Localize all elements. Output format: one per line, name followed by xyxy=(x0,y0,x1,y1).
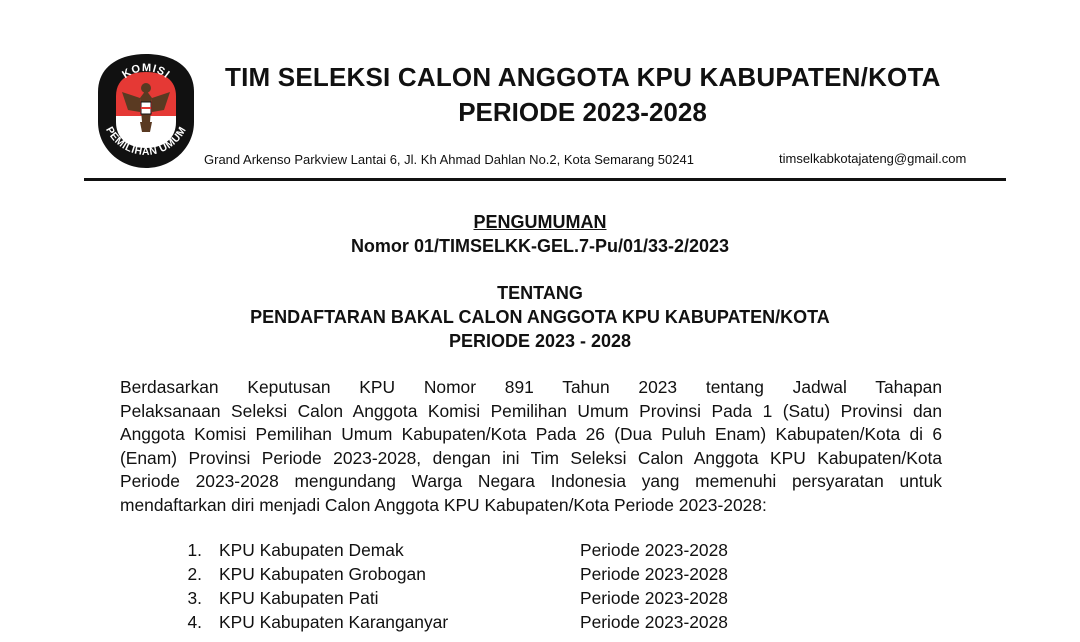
list-item-period: Periode 2023-2028 xyxy=(580,564,728,584)
header-title-line1: TIM SELEKSI CALON ANGGOTA KPU KABUPATEN/KOTA xyxy=(225,62,941,92)
list-item xyxy=(182,586,782,610)
header-email: timselkabkotajateng@gmail.com xyxy=(779,151,967,166)
header-divider xyxy=(84,178,1006,181)
list-item-period: Periode 2023-2028 xyxy=(580,588,728,608)
announcement-number: Nomor 01/TIMSELKK-GEL.7-Pu/01/33-2/2023 xyxy=(350,236,730,256)
body-line: (Enam) Provinsi Periode 2023-2028, dengan ini Tim Seleksi Calon Anggota KPU Kabupaten/Kota xyxy=(120,447,942,468)
body-line: Pelaksanaan Seleksi Calon Anggota Komisi Pemilihan Umum Provinsi Pada 1 (Satu) Provinsi dan xyxy=(120,400,942,421)
header-title-line2: PERIODE 2023-2028 xyxy=(458,97,707,127)
kpu-logo xyxy=(94,52,198,170)
body-line: Anggota Komisi Pemilihan Umum Kabupaten/Kota Pada 26 (Dua Puluh Enam) Kabupaten/Kota di 6 xyxy=(120,424,942,445)
list-item-name: KPU Kabupaten Demak xyxy=(219,540,404,560)
body-line: mendaftarkan diri menjadi Calon Anggota KPU Kabupaten/Kota Periode 2023-2028: xyxy=(120,494,767,515)
list-item xyxy=(182,610,782,634)
kpu-list xyxy=(182,538,782,634)
body-line: Periode 2023-2028 mengundang Warga Negara Indonesia yang memenuhi persyaratan untuk xyxy=(120,471,942,492)
list-item-number: 4. xyxy=(187,612,202,632)
announcement-heading: PENGUMUMAN xyxy=(473,212,607,232)
list-item xyxy=(182,562,782,586)
announcement-subject-line1: PENDAFTARAN BAKAL CALON ANGGOTA KPU KABUPATEN/KOTA xyxy=(250,307,830,327)
list-item-number: 2. xyxy=(187,564,202,584)
list-item-name: KPU Kabupaten Grobogan xyxy=(219,564,426,584)
announcement-about: TENTANG xyxy=(497,283,583,303)
list-item-period: Periode 2023-2028 xyxy=(580,540,728,560)
list-item-number: 3. xyxy=(187,588,202,608)
body-line: Berdasarkan Keputusan KPU Nomor 891 Tahun 2023 tentang Jadwal Tahapan xyxy=(120,377,942,397)
list-item-number: 1. xyxy=(187,540,202,560)
header-address: Grand Arkenso Parkview Lantai 6, Jl. Kh Ahmad Dahlan No.2, Kota Semarang 50241 xyxy=(204,152,694,167)
logo-bottom-text: PEMILIHAN UMUM xyxy=(103,124,189,158)
list-item xyxy=(182,538,782,562)
body-paragraph xyxy=(120,376,942,518)
logo-top-text: KOMISI xyxy=(120,61,173,82)
announcement-subject-line2: PERIODE 2023 - 2028 xyxy=(448,331,632,351)
list-item-period: Periode 2023-2028 xyxy=(580,612,728,632)
list-item-name: KPU Kabupaten Pati xyxy=(219,588,379,608)
list-item-name: KPU Kabupaten Karanganyar xyxy=(219,612,449,632)
